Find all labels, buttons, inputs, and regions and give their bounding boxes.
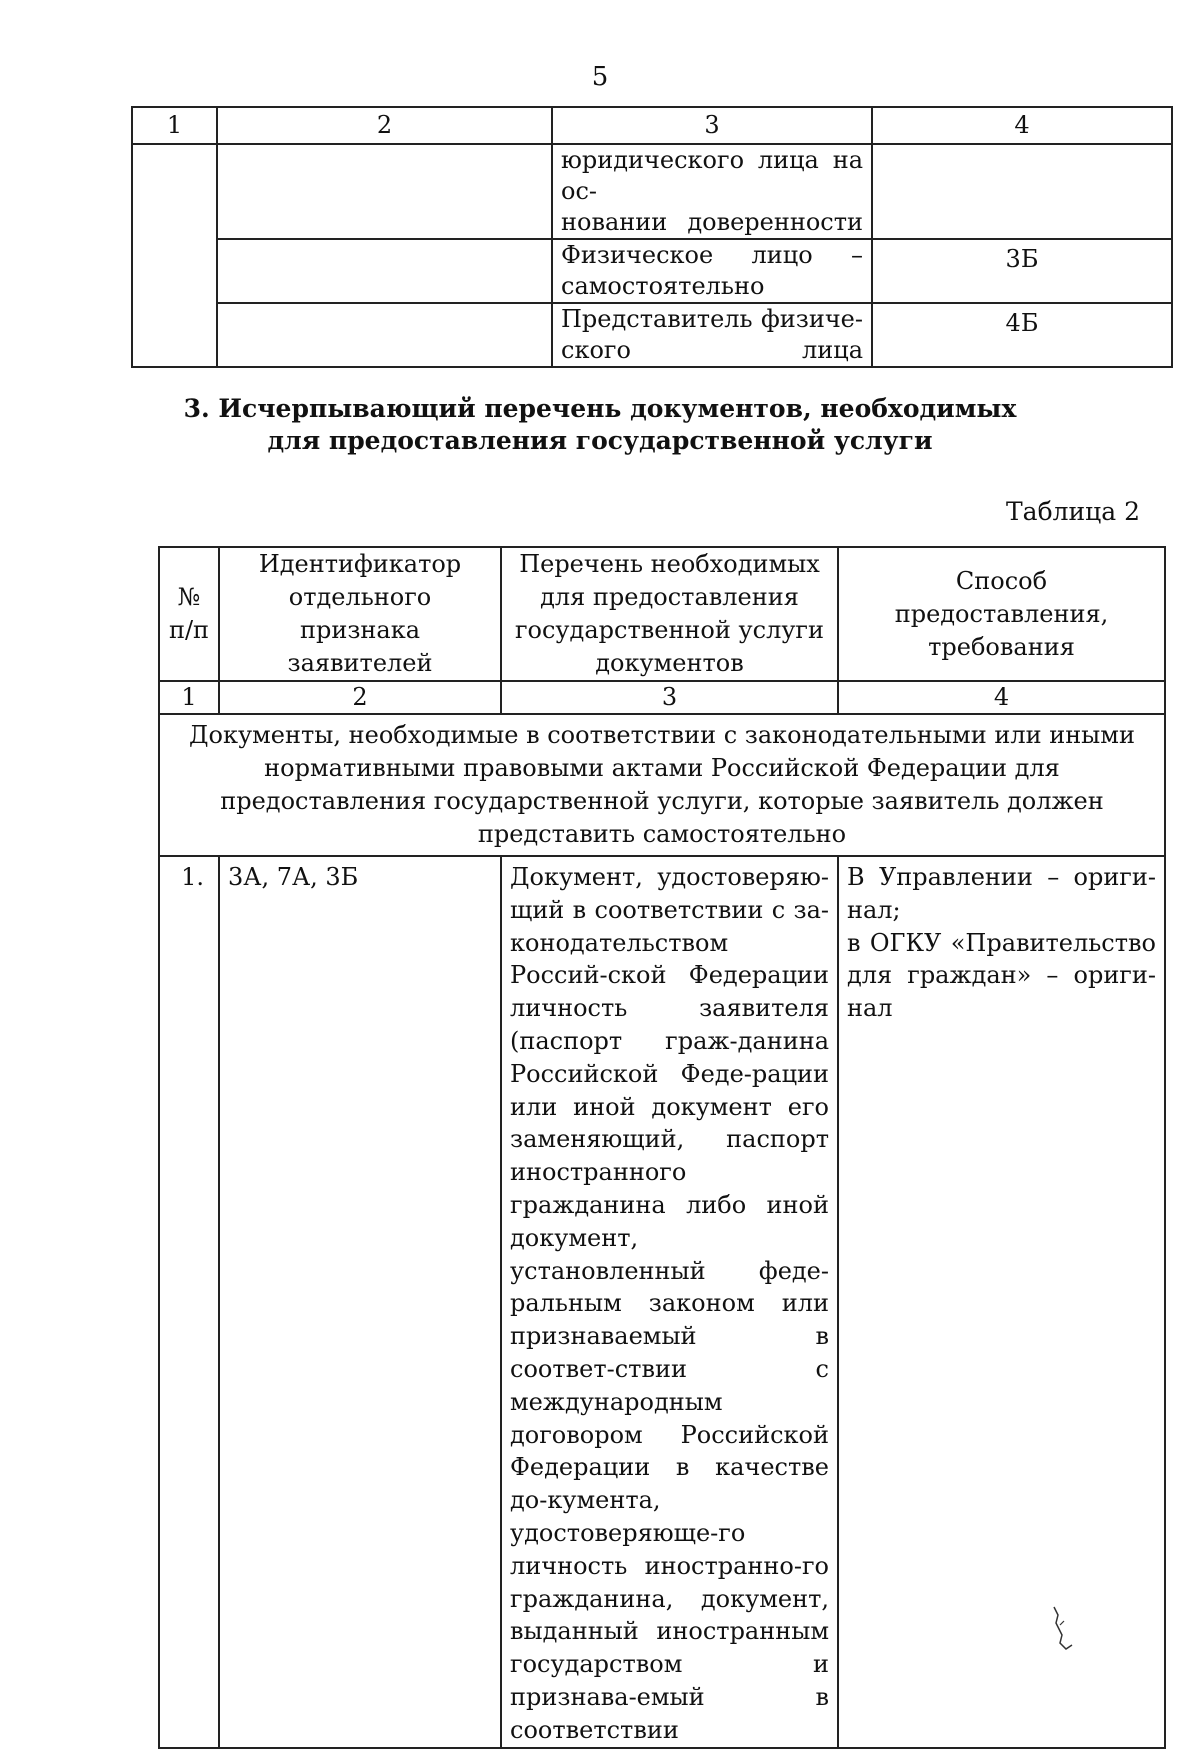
header-cell: 4	[872, 107, 1172, 144]
section-title-line: 3. Исчерпывающий перечень документов, необходимых	[183, 394, 1017, 423]
column-index-row	[159, 681, 1165, 714]
method-cell: В Управлении – ориги-нал; в ОГКУ «Правительство для граждан» – ориги-нал	[838, 856, 1165, 1748]
header-cell-documents: Перечень необходимых для предоставления государственной услуги документов	[501, 547, 838, 681]
identifier-cell: 3А, 7А, 3Б	[219, 856, 501, 1748]
index-cell: 1	[159, 681, 219, 714]
table-row	[159, 856, 1165, 1748]
table-header-row	[132, 107, 1172, 144]
code-cell: 4Б	[872, 303, 1172, 367]
index-cell: 2	[219, 681, 501, 714]
page-number: 5	[591, 62, 609, 92]
header-cell: 1	[132, 107, 217, 144]
header-cell-method: Способ предоставления, требования	[838, 547, 1165, 681]
row-number: 1.	[159, 856, 219, 1748]
applicant-category-cell: юридического лица на ос- новании доверенности	[552, 144, 872, 239]
table-header-row	[159, 547, 1165, 681]
document-cell: Документ, удостоверяю-щий в соответствии с за-конодательством Россий-ской Федерации личность заявителя (паспорт граж-данина Российской Феде-рации или иной документ его заменяющий, паспорт иностранного гражданина либо иной документ, установленный феде-ральным законом или признаваемый в соответ-ствии с международным договором Российской Федерации в качестве до-кумента, удостоверяюще-го личность иностранно-го гражданина, документ, выданный иностранным государством и признава-емый в соответствии	[501, 856, 838, 1748]
index-cell: 4	[838, 681, 1165, 714]
header-cell: 3	[552, 107, 872, 144]
continued-table	[131, 106, 1173, 368]
section-row-cell: Документы, необходимые в соответствии с законодательными или иными нормативными правовыми актами Российской Федерации для предоставления государственной услуги, которые заявитель должен представить самостоятельно	[159, 714, 1165, 856]
empty-cell	[217, 303, 552, 367]
section-title	[0, 393, 1200, 457]
applicant-category-cell: Представитель физиче- ского лица	[552, 303, 872, 367]
header-cell-identifier: Идентификатор отдельного признака заявителей	[219, 547, 501, 681]
empty-cell	[217, 239, 552, 303]
signature-mark	[1050, 1605, 1080, 1655]
header-cell: 2	[217, 107, 552, 144]
table-caption: Таблица 2	[1005, 497, 1140, 526]
documents-table	[158, 546, 1166, 1749]
section-title-line: для предоставления государственной услуги	[267, 426, 933, 455]
empty-cell	[217, 144, 552, 239]
table-row	[132, 239, 1172, 303]
index-cell: 3	[501, 681, 838, 714]
empty-cell	[132, 144, 217, 367]
applicant-category-cell: Физическое лицо – самостоятельно	[552, 239, 872, 303]
table-row	[132, 144, 1172, 239]
section-row	[159, 714, 1165, 856]
header-cell-number: № п/п	[159, 547, 219, 681]
code-cell: 3Б	[872, 239, 1172, 303]
table-row	[132, 303, 1172, 367]
code-cell	[872, 144, 1172, 239]
